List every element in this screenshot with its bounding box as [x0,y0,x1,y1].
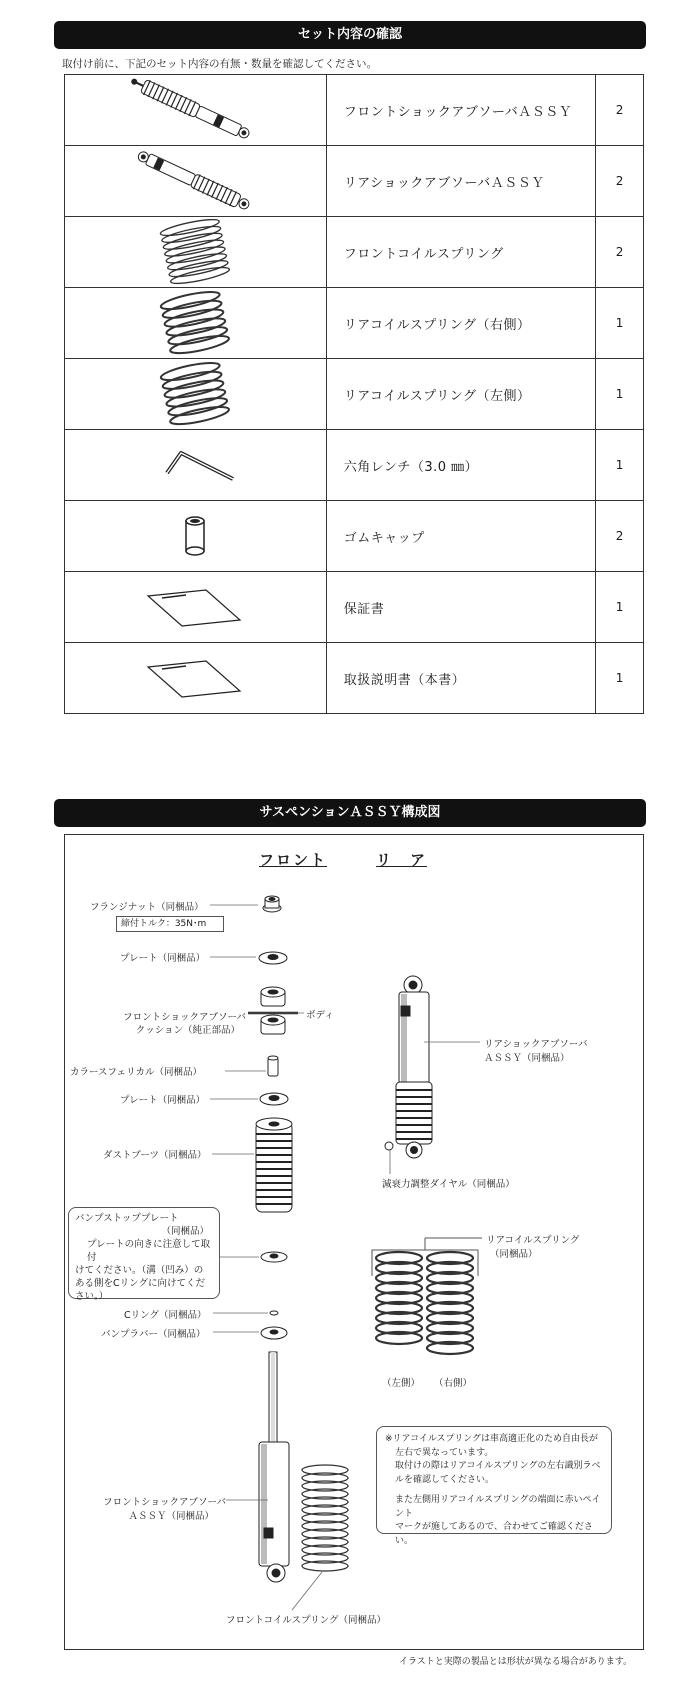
item-qty: 1 [596,572,644,643]
plate-mid-label: プレート（同梱品） [120,1095,206,1106]
bump-stop-note-line: ある側をCリングに向けてくだ [75,1278,205,1289]
assembly-diagram-header: サスペンションＡＳＳＹ構成図 [54,799,646,827]
collar-icon [268,1056,278,1076]
right-side-label: （右側） [434,1378,473,1389]
warning-line: ※リアコイルスプリングは車高適正化のため自由長が [385,1434,599,1444]
item-qty: 2 [596,217,644,288]
flange-nut-label: フランジナット（同梱品） [90,902,204,913]
item-qty: 2 [596,146,644,217]
body-label: ボディ [306,1010,334,1021]
item-name: リアショックアブソーバＡＳＳＹ [326,146,595,217]
cushion-label-line1: フロントショックアブソーバ [123,1012,246,1023]
warning-line: ルを確認してください。 [395,1474,495,1485]
item-qty: 1 [596,430,644,501]
item-name: フロントショックアブソーバＡＳＳＹ [326,75,595,146]
bump-stop-sub: （同梱品） [161,1226,209,1237]
damping-dial-label: 減衰力調整ダイヤル（同梱品） [382,1179,515,1190]
torque-spec: 締付トルク：35N･m [116,916,224,932]
disclaimer-footer: イラストと実際の製品とは形状が異なる場合があります。 [398,1657,632,1667]
item-qty: 1 [596,288,644,359]
item-name: リアコイルスプリング（右側） [326,288,595,359]
bump-stop-note [68,1207,220,1302]
plate-icon [259,952,287,964]
rear-coil-spring-left-icon [376,1252,422,1344]
warning-line: マークが施してあるので、合わせてご確認ください。 [395,1522,593,1546]
rear-heading: リ ア [376,851,428,869]
bump-stop-plate-icon [261,1252,287,1262]
front-shock-absorber-icon [259,1352,289,1582]
item-qty: 2 [596,75,644,146]
warning-line: 取付けの際はリアコイルスプリングの左右識別ラベ [395,1461,601,1471]
plate-icon [260,1093,288,1105]
flange-nut-icon [263,896,281,912]
item-qty: 2 [596,501,644,572]
bump-stop-note-line: プレートの向きに注意して取付 [87,1239,211,1263]
rear-shock-absorber-icon [385,976,432,1158]
item-qty: 1 [596,643,644,714]
item-name: 取扱説明書（本書） [326,643,595,714]
item-name: ゴムキャップ [326,501,595,572]
front-shock-label-line1: フロントショックアブソーバ [103,1497,226,1508]
bump-stop-title: バンプストッププレート [75,1213,179,1224]
rear-shock-label-line2: ＡＳＳＹ（同梱品） [484,1053,570,1064]
item-name: リアコイルスプリング（左側） [326,359,595,430]
front-heading: フロント [259,851,328,869]
bump-rubber-icon [261,1327,287,1339]
plate-top-label: プレート（同梱品） [120,953,206,964]
rear-spring-label-line1: リアコイルスプリング [486,1235,580,1246]
collar-label: カラースフェリカル（同梱品） [70,1067,202,1078]
item-name: フロントコイルスプリング [326,217,595,288]
bump-rubber-label: バンプラバー（同梱品） [101,1329,206,1340]
front-shock-label-line2: ＡＳＳＹ（同梱品） [128,1511,214,1522]
warning-line: また左側用リアコイルスプリングの端面に赤いペイント [395,1495,601,1519]
rear-coil-spring-right-icon [427,1252,473,1354]
dust-boot-icon [256,1118,292,1212]
rear-spring-label-line2: （同梱品） [490,1249,538,1260]
cushion-icon [248,987,298,1034]
c-ring-icon [270,1311,278,1315]
front-spring-label: フロントコイルスプリング（同梱品） [226,1615,386,1626]
bump-stop-note-line: さい。） [75,1291,109,1302]
left-side-label: （左側） [382,1378,421,1389]
warning-line: 左右で異なっています。 [395,1447,494,1458]
front-coil-spring-icon [302,1465,348,1571]
set-contents-header: セット内容の確認 [54,21,646,49]
cushion-label-line2: クッション（純正部品） [135,1025,240,1036]
rear-spring-warning [376,1426,612,1546]
item-name: 六角レンチ（3.0 ㎜） [326,430,595,501]
rear-shock-label-line1: リアショックアブソーバ [484,1039,588,1050]
bump-stop-note-line: けてください。（溝（凹み）の [75,1265,204,1276]
dust-boot-label: ダストブーツ（同梱品） [103,1150,207,1161]
item-qty: 1 [596,359,644,430]
c-ring-label: Cリング（同梱品） [124,1310,207,1321]
item-name: 保証書 [326,572,595,643]
set-contents-intro: 取付け前に、下記のセット内容の有無・数量を確認してください。 [62,58,377,70]
